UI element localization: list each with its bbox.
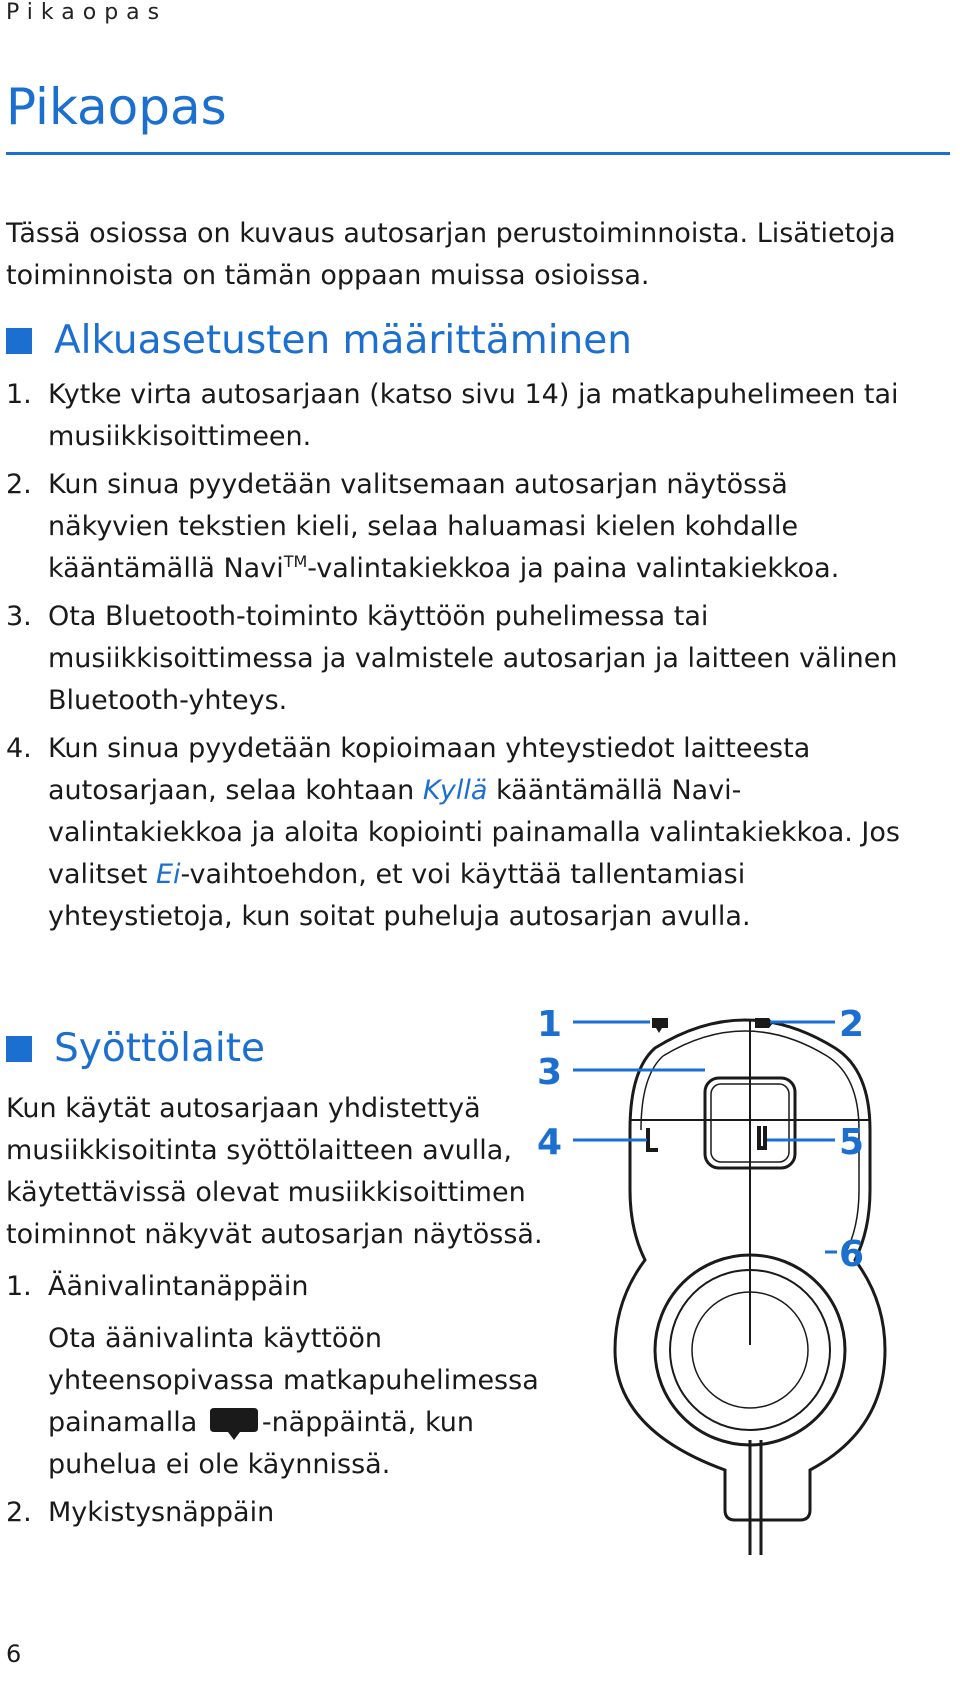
step-text: Kun sinua pyydetään valitsemaan autosarjan näytössä näkyvien tekstien kieli, selaa haluamasi kielen kohdalle kääntämällä Navi	[48, 469, 799, 584]
step-text: -vaihtoehdon, et voi käyttää tallentamiasi yhteystietoja, kun soitat puheluja autosarjan avulla.	[48, 859, 751, 932]
option-yes: Kyllä	[422, 775, 488, 806]
item-number: 1.	[6, 1271, 32, 1302]
callout-5: 5	[839, 1122, 865, 1163]
step-number: 3.	[6, 601, 32, 632]
section-heading-setup	[6, 318, 632, 363]
option-no: Ei	[155, 859, 181, 890]
item-description: Ota äänivalinta käyttöön yhteensopivassa matkapuhelimessa painamalla -näppäintä, kun puhelua ei ole käynnissä.	[48, 1323, 539, 1480]
step-text: Kytke virta autosarjaan (katso sivu 14) ja matkapuhelimeen tai musiikkisoittimeen.	[48, 379, 899, 452]
item-title: Mykistysnäppäin	[48, 1497, 275, 1528]
list-item	[6, 728, 906, 938]
callout-4: 4	[537, 1122, 563, 1163]
section-marker	[6, 1036, 32, 1062]
input-device-illustration	[535, 1000, 955, 1560]
callout-6: 6	[839, 1234, 865, 1275]
title-rule	[6, 152, 950, 155]
running-header: Pikaopas	[6, 0, 168, 25]
section-marker	[6, 328, 32, 354]
voice-key-symbol	[652, 1018, 668, 1033]
page-title: Pikaopas	[6, 78, 227, 136]
trademark: TM	[283, 552, 308, 571]
step-number: 4.	[6, 733, 32, 764]
list-item	[6, 464, 906, 590]
section-heading-input-device	[6, 1026, 265, 1071]
list-item	[6, 1266, 546, 1486]
voice-dial-key-icon	[208, 1406, 260, 1442]
step-text: Ota Bluetooth-toiminto käyttöön puhelimessa tai musiikkisoittimessa ja valmistele autosarjan ja laitteen välinen Bluetooth-yhteys.	[48, 601, 898, 716]
section-heading-text: Alkuasetusten määrittäminen	[54, 318, 632, 363]
callout-3: 3	[537, 1052, 563, 1093]
item-number: 2.	[6, 1497, 32, 1528]
step-number: 2.	[6, 469, 32, 500]
next-key-symbol	[757, 1126, 765, 1148]
callout-1: 1	[537, 1004, 563, 1045]
step-text: Kun sinua pyydetään kopioimaan yhteystiedot laitteesta autosarjaan, selaa kohtaan	[48, 733, 811, 806]
intro-paragraph: Tässä osiossa on kuvaus autosarjan perustoiminnoista. Lisätietoja toiminnoista on tämän oppaan muissa osioissa.	[6, 218, 896, 291]
setup-steps	[6, 374, 906, 944]
step-text: -valintakiekkoa ja paina valintakiekkoa.	[307, 553, 840, 584]
section-heading-text: Syöttölaite	[54, 1026, 265, 1071]
list-item	[6, 1492, 546, 1534]
list-item	[6, 596, 906, 722]
input-device-intro: Kun käytät autosarjaan yhdistettyä musiikkisoitinta syöttölaitteen avulla, käytettävissä olevat musiikkisoittimen toiminnot näkyvät autosarjan näytössä.	[6, 1093, 543, 1250]
page-number: 6	[6, 1640, 22, 1668]
step-number: 1.	[6, 379, 32, 410]
input-device-text	[6, 1088, 546, 1540]
item-title: Äänivalintanäppäin	[48, 1271, 309, 1302]
step-text: kääntämällä Navi-valintakiekkoa ja aloita kopiointi painamalla valintakiekkoa. Jos valitset	[48, 775, 900, 890]
prev-key-symbol	[648, 1128, 658, 1150]
callout-2: 2	[839, 1004, 865, 1045]
list-item	[6, 374, 906, 458]
